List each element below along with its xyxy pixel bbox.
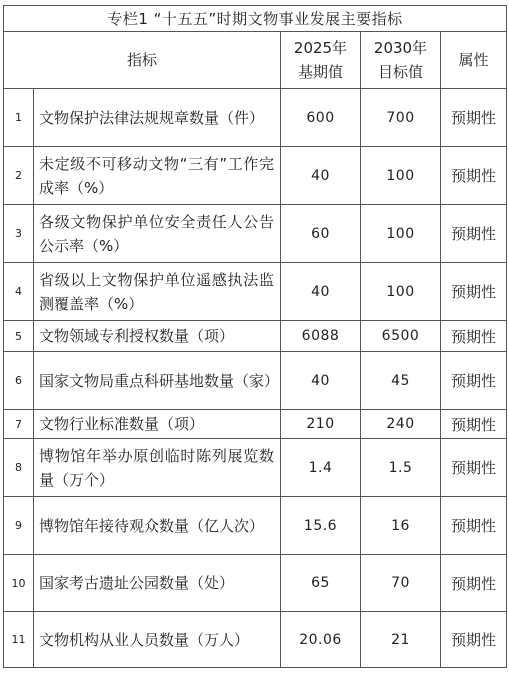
row-base-value: 40 xyxy=(281,147,361,205)
row-target-value: 100 xyxy=(361,147,441,205)
row-attribute: 预期性 xyxy=(441,612,507,668)
row-target-value: 1.5 xyxy=(361,439,441,497)
header-target-label: 目标值 xyxy=(377,63,423,81)
row-index: 5 xyxy=(4,321,34,352)
row-indicator: 文物保护法律法规规章数量（件） xyxy=(34,89,281,147)
row-indicator: 博物馆年举办原创临时陈列展览数量（万个） xyxy=(34,439,281,497)
row-indicator: 国家文物局重点科研基地数量（家） xyxy=(34,352,281,410)
row-indicator: 各级文物保护单位安全责任人公告公示率（%） xyxy=(34,205,281,263)
row-target-value: 100 xyxy=(361,205,441,263)
row-base-value: 65 xyxy=(281,555,361,612)
row-attribute: 预期性 xyxy=(441,263,507,321)
indicator-table-container xyxy=(3,5,506,668)
table-row xyxy=(4,205,507,263)
row-indicator: 文物领域专利授权数量（项） xyxy=(34,321,281,352)
row-attribute: 预期性 xyxy=(441,497,507,555)
row-index: 10 xyxy=(4,555,34,612)
table-row xyxy=(4,555,507,612)
row-target-value: 240 xyxy=(361,410,441,439)
row-base-value: 15.6 xyxy=(281,497,361,555)
row-indicator: 文物行业标准数量（项） xyxy=(34,410,281,439)
table-row xyxy=(4,89,507,147)
header-base-year: 2025年 xyxy=(293,39,348,57)
header-attribute: 属性 xyxy=(441,32,507,89)
row-base-value: 40 xyxy=(281,263,361,321)
row-index: 1 xyxy=(4,89,34,147)
table-row xyxy=(4,352,507,410)
row-base-value: 6088 xyxy=(281,321,361,352)
indicator-table xyxy=(3,5,507,668)
row-base-value: 1.4 xyxy=(281,439,361,497)
row-indicator: 省级以上文物保护单位遥感执法监测覆盖率（%） xyxy=(34,263,281,321)
row-indicator: 博物馆年接待观众数量（亿人次） xyxy=(34,497,281,555)
row-target-value: 21 xyxy=(361,612,441,668)
table-row xyxy=(4,410,507,439)
row-target-value: 700 xyxy=(361,89,441,147)
row-base-value: 40 xyxy=(281,352,361,410)
row-index: 11 xyxy=(4,612,34,668)
header-indicator: 指标 xyxy=(4,32,281,89)
table-header-row xyxy=(4,32,507,89)
table-row xyxy=(4,497,507,555)
row-index: 4 xyxy=(4,263,34,321)
row-index: 6 xyxy=(4,352,34,410)
row-target-value: 45 xyxy=(361,352,441,410)
table-title: 专栏1 “十五五”时期文物事业发展主要指标 xyxy=(4,6,507,32)
table-row xyxy=(4,321,507,352)
row-index: 3 xyxy=(4,205,34,263)
row-attribute: 预期性 xyxy=(441,205,507,263)
row-attribute: 预期性 xyxy=(441,321,507,352)
header-base-value xyxy=(281,32,361,89)
row-base-value: 600 xyxy=(281,89,361,147)
row-indicator: 国家考古遗址公园数量（处） xyxy=(34,555,281,612)
row-attribute: 预期性 xyxy=(441,352,507,410)
row-attribute: 预期性 xyxy=(441,147,507,205)
row-base-value: 60 xyxy=(281,205,361,263)
header-target-value xyxy=(361,32,441,89)
row-attribute: 预期性 xyxy=(441,89,507,147)
row-attribute: 预期性 xyxy=(441,555,507,612)
row-index: 8 xyxy=(4,439,34,497)
table-title-row xyxy=(4,6,507,32)
header-base-label: 基期值 xyxy=(297,63,343,81)
row-indicator: 未定级不可移动文物“三有”工作完成率（%） xyxy=(34,147,281,205)
table-row xyxy=(4,439,507,497)
row-target-value: 100 xyxy=(361,263,441,321)
row-index: 9 xyxy=(4,497,34,555)
row-indicator: 文物机构从业人员数量（万人） xyxy=(34,612,281,668)
row-base-value: 20.06 xyxy=(281,612,361,668)
row-target-value: 16 xyxy=(361,497,441,555)
table-row xyxy=(4,263,507,321)
row-attribute: 预期性 xyxy=(441,410,507,439)
row-target-value: 6500 xyxy=(361,321,441,352)
table-row xyxy=(4,612,507,668)
header-target-year: 2030年 xyxy=(373,39,428,57)
row-attribute: 预期性 xyxy=(441,439,507,497)
table-row xyxy=(4,147,507,205)
row-index: 7 xyxy=(4,410,34,439)
row-target-value: 70 xyxy=(361,555,441,612)
row-base-value: 210 xyxy=(281,410,361,439)
row-index: 2 xyxy=(4,147,34,205)
